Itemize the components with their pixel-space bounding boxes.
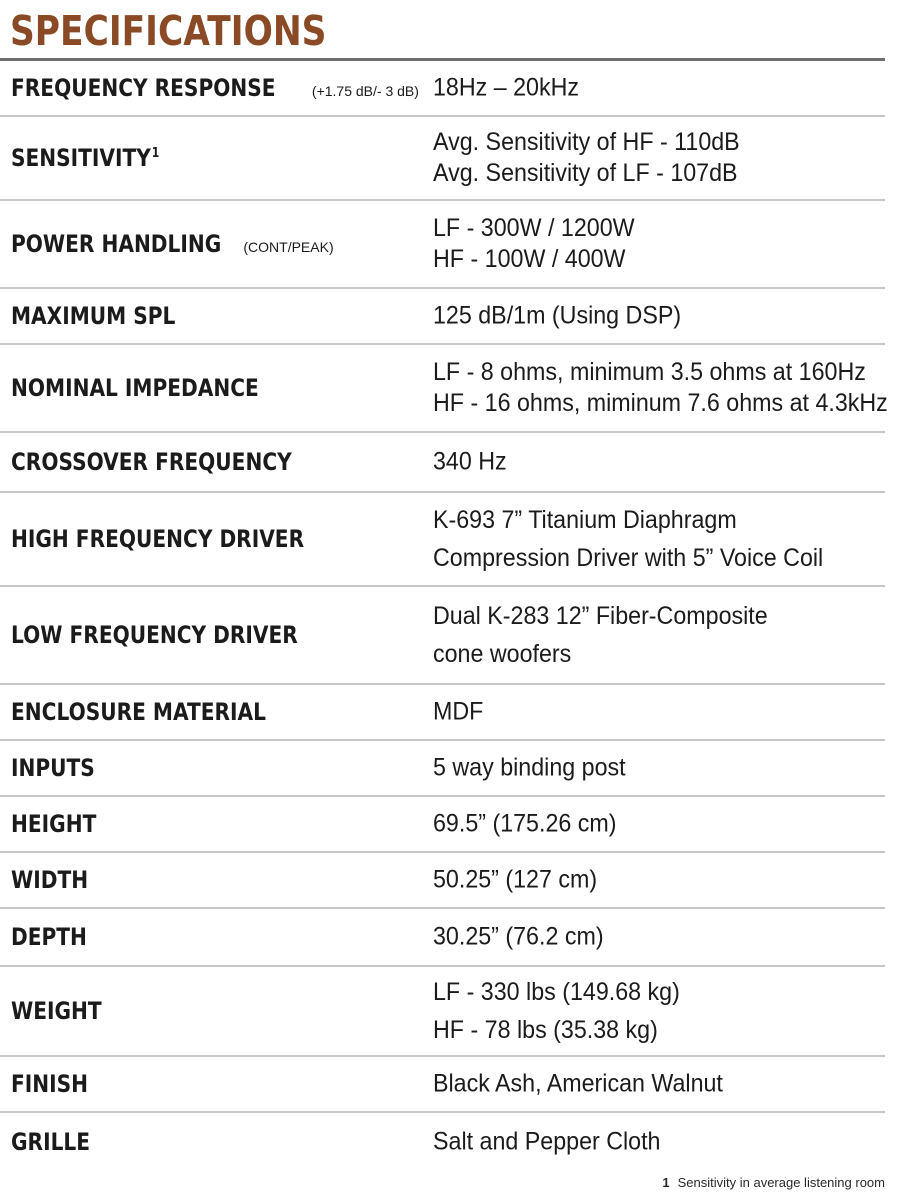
spec-value-line: Salt and Pepper Cloth xyxy=(433,1127,661,1156)
spec-label: LOW FREQUENCY DRIVER xyxy=(11,621,298,649)
spec-row-frequency-response xyxy=(0,61,885,117)
spec-row-inputs xyxy=(0,741,885,797)
spec-label: FREQUENCY RESPONSE xyxy=(11,74,276,102)
spec-label-cell xyxy=(11,230,334,258)
spec-label-note: (CONT/PEAK) xyxy=(243,239,334,255)
spec-row-enclosure-material xyxy=(0,685,885,741)
spec-label: FINISH xyxy=(11,1070,89,1098)
spec-row-weight xyxy=(0,967,885,1057)
spec-label: POWER HANDLING xyxy=(11,230,222,258)
spec-row-width xyxy=(0,853,885,909)
spec-row-sensitivity xyxy=(0,117,885,201)
footnote-number: 1 xyxy=(662,1175,670,1190)
spec-value xyxy=(433,1127,678,1158)
spec-value-line: 340 Hz xyxy=(433,447,507,476)
spec-label-cell xyxy=(11,1070,103,1098)
spec-label: HEIGHT xyxy=(11,810,97,838)
spec-label: ENCLOSURE MATERIAL xyxy=(11,698,267,726)
spec-label-cell xyxy=(11,923,101,951)
spec-table xyxy=(0,61,888,1171)
spec-label: CROSSOVER FREQUENCY xyxy=(11,448,292,476)
spec-label-cell xyxy=(11,374,306,402)
spec-value-line: Avg. Sensitivity of HF - 110dB xyxy=(433,128,740,156)
spec-value-line: 18Hz – 20kHz xyxy=(433,73,580,102)
spec-value-line: 69.5” (175.26 cm) xyxy=(433,809,617,838)
spec-value-line: 50.25” (127 cm) xyxy=(433,865,598,894)
spec-label-cell xyxy=(11,754,111,782)
footnote xyxy=(662,1175,885,1190)
footnote-text: Sensitivity in average listening room xyxy=(677,1175,885,1190)
spec-value xyxy=(433,973,698,1049)
spec-value-line: LF - 330 lbs (149.68 kg) xyxy=(433,978,680,1006)
spec-value xyxy=(433,753,640,784)
spec-row-depth xyxy=(0,909,885,967)
spec-value xyxy=(433,213,650,275)
spec-value-line: Compression Driver with 5” Voice Coil xyxy=(433,544,824,572)
spec-label: NOMINAL IMPEDANCE xyxy=(11,374,259,402)
spec-label-cell xyxy=(11,144,188,172)
spec-value-line: LF - 300W / 1200W xyxy=(433,214,635,242)
spec-label-cell xyxy=(11,997,119,1025)
spec-value-line: LF - 8 ohms, minimum 3.5 ohms at 160Hz xyxy=(433,358,866,386)
spec-label-cell xyxy=(11,810,113,838)
spec-label: DEPTH xyxy=(11,923,87,951)
spec-label: MAXIMUM SPL xyxy=(11,302,176,330)
footnote-marker: 1 xyxy=(151,146,160,161)
spec-value-line: HF - 16 ohms, miminum 7.6 ohms at 4.3kHz xyxy=(433,389,888,417)
spec-label-text: SENSITIVITY xyxy=(11,144,151,172)
spec-row-finish xyxy=(0,1057,885,1113)
spec-label: INPUTS xyxy=(11,754,95,782)
spec-label-cell xyxy=(11,621,352,649)
spec-value xyxy=(433,697,487,728)
spec-value-line: Avg. Sensitivity of LF - 107dB xyxy=(433,159,738,187)
spec-value xyxy=(433,357,899,419)
spec-value-line: Black Ash, American Walnut xyxy=(433,1069,723,1098)
spec-value-line: K-693 7” Titanium Diaphragm xyxy=(433,506,737,534)
spec-value xyxy=(433,1069,745,1100)
spec-value-line: HF - 78 lbs (35.38 kg) xyxy=(433,1016,658,1044)
spec-value-line: MDF xyxy=(433,697,484,726)
spec-value xyxy=(433,501,853,577)
spec-value-line: cone woofers xyxy=(433,640,572,668)
spec-value xyxy=(433,865,609,896)
spec-row-high-frequency-driver xyxy=(0,493,885,587)
spec-label xyxy=(11,144,159,172)
spec-label-cell xyxy=(11,525,360,553)
spec-label: HIGH FREQUENCY DRIVER xyxy=(11,525,305,553)
spec-row-crossover-frequency xyxy=(0,433,885,493)
spec-value xyxy=(433,922,616,953)
spec-label-cell xyxy=(11,302,207,330)
spec-label-cell xyxy=(11,866,103,894)
spec-value xyxy=(433,597,793,673)
spec-row-nominal-impedance xyxy=(0,345,888,433)
spec-label-cell xyxy=(11,1128,105,1156)
spec-value xyxy=(433,127,763,189)
spec-value-line: 5 way binding post xyxy=(433,753,626,782)
spec-label: GRILLE xyxy=(11,1128,91,1156)
spec-value xyxy=(433,447,512,478)
spec-label-cell xyxy=(11,448,345,476)
spec-row-height xyxy=(0,797,885,853)
spec-value-line: Dual K-283 12” Fiber-Composite xyxy=(433,602,768,630)
spec-value-line: 30.25” (76.2 cm) xyxy=(433,922,604,951)
spec-row-low-frequency-driver xyxy=(0,587,885,685)
spec-value xyxy=(433,809,630,840)
spec-label-cell xyxy=(11,698,315,726)
page-title: SPECIFICATIONS xyxy=(10,7,327,55)
spec-row-maximum-spl xyxy=(0,289,885,345)
spec-value-line: 125 dB/1m (Using DSP) xyxy=(433,301,682,330)
spec-label-note: (+1.75 dB/- 3 dB) xyxy=(311,83,419,99)
spec-row-grille xyxy=(0,1113,885,1171)
spec-value-line: HF - 100W / 400W xyxy=(433,245,626,273)
spec-row-power-handling xyxy=(0,201,885,289)
spec-value xyxy=(433,301,700,332)
spec-value xyxy=(433,73,590,104)
spec-label: WIDTH xyxy=(11,866,89,894)
spec-label: WEIGHT xyxy=(11,997,102,1025)
spec-label-cell xyxy=(11,74,419,102)
